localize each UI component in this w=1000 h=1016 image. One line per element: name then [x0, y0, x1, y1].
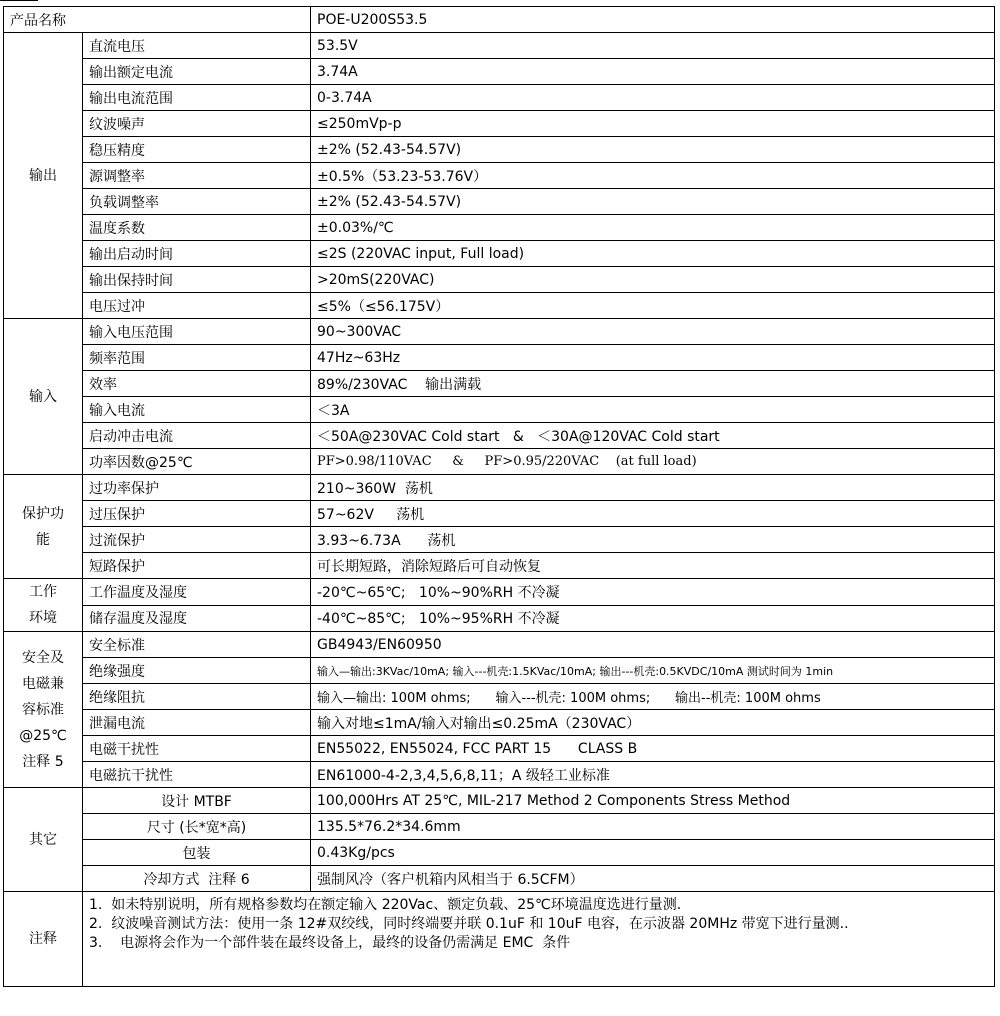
- spec-value: 100,000Hrs AT 25℃, MIL-217 Method 2 Components Stress Method: [311, 788, 995, 814]
- table-row: [4, 632, 995, 658]
- spec-value: -20℃~65℃; 10%~90%RH 不冷凝: [311, 579, 995, 606]
- spec-value: 3.93~6.73A 荡机: [311, 527, 995, 553]
- category-line: @25℃: [19, 727, 67, 744]
- spec-value: 输入—输出: 100M ohms; 输入---机壳: 100M ohms; 输出--机壳: 100M ohms: [311, 684, 995, 710]
- spec-value: 90~300VAC: [311, 319, 995, 345]
- spec-item: 电磁抗干扰性: [83, 762, 311, 788]
- spec-value: -40℃~85℃; 10%~95%RH 不冷凝: [311, 605, 995, 632]
- spec-item: 温度系数: [83, 215, 311, 241]
- table-row: [4, 163, 995, 189]
- spec-value: GB4943/EN60950: [311, 632, 995, 658]
- spec-value: ≤250mVp-p: [311, 111, 995, 137]
- spec-item: 启动冲击电流: [83, 423, 311, 449]
- spec-value: 强制风冷（客户机箱内风相当于 6.5CFM）: [311, 866, 995, 892]
- table-row: [4, 788, 995, 814]
- table-row: [4, 710, 995, 736]
- spec-value: PF>0.98/110VAC & PF>0.95/220VAC (at full load): [311, 449, 995, 475]
- spec-value: 210~360W 荡机: [311, 475, 995, 501]
- table-row: [4, 293, 995, 319]
- category-line: 工作: [29, 584, 57, 600]
- category-input: 输入: [4, 319, 83, 475]
- spec-value: ±0.03%/℃: [311, 215, 995, 241]
- category-output: 输出: [4, 33, 83, 319]
- spec-value: 135.5*76.2*34.6mm: [311, 814, 995, 840]
- spec-value: 输入—输出:3KVac/10mA; 输入---机壳:1.5KVac/10mA; 输出---机壳:0.5KVDC/10mA 测试时间为 1min: [311, 658, 995, 684]
- table-row: [4, 423, 995, 449]
- table-row: [4, 267, 995, 293]
- spec-item: 泄漏电流: [83, 710, 311, 736]
- table-row: [4, 684, 995, 710]
- table-row: [4, 59, 995, 85]
- spec-item: 纹波噪声: [83, 111, 311, 137]
- category-line: 安全及: [22, 649, 64, 666]
- product-value: POE-U200S53.5: [311, 7, 995, 33]
- category-safety: [4, 632, 83, 788]
- table-row: [4, 189, 995, 215]
- spec-value: 0-3.74A: [311, 85, 995, 111]
- spec-value: 3.74A: [311, 59, 995, 85]
- table-row: [4, 527, 995, 553]
- spec-item: 直流电压: [83, 33, 311, 59]
- table-row: [4, 215, 995, 241]
- spec-table: [3, 6, 995, 987]
- spec-item: 设计 MTBF: [83, 788, 311, 814]
- table-row: [4, 85, 995, 111]
- spec-item: 过流保护: [83, 527, 311, 553]
- table-row: [4, 736, 995, 762]
- spec-item: 短路保护: [83, 553, 311, 579]
- spec-value: 47Hz~63Hz: [311, 345, 995, 371]
- spec-item: 过功率保护: [83, 475, 311, 501]
- spec-value: ±0.5%（53.23-53.76V）: [311, 163, 995, 189]
- spec-value: 可长期短路，消除短路后可自动恢复: [311, 553, 995, 579]
- table-row: [4, 345, 995, 371]
- category-notes: 注释: [4, 892, 83, 987]
- category-line: 电磁兼: [22, 675, 64, 692]
- spec-value: EN61000-4-2,3,4,5,6,8,11；A 级轻工业标准: [311, 762, 995, 788]
- note-line: 2. 纹波噪音测试方法：使用一条 12#双绞线，同时终端要并联 0.1uF 和 10uF 电容，在示波器 20MHz 带宽下进行量测..: [89, 916, 849, 932]
- note-line: 1. 如未特别说明，所有规格参数均在额定输入 220Vac、额定负载、25℃环境温度选进行量测.: [89, 897, 682, 913]
- spec-item: 功率因数@25℃: [83, 449, 311, 475]
- notes-body: [83, 892, 995, 987]
- spec-value: ≤5%（≤56.175V）: [311, 293, 995, 319]
- product-row: [4, 7, 995, 33]
- table-row: [4, 397, 995, 423]
- spec-item: 稳压精度: [83, 137, 311, 163]
- category-other: 其它: [4, 788, 83, 892]
- spec-value: 57~62V 荡机: [311, 501, 995, 527]
- table-row: [4, 866, 995, 892]
- spec-item: 冷却方式 注释 6: [83, 866, 311, 892]
- spec-value: 53.5V: [311, 33, 995, 59]
- spec-item: 输出启动时间: [83, 241, 311, 267]
- spec-item: 绝缘阻抗: [83, 684, 311, 710]
- spec-item: 输出保持时间: [83, 267, 311, 293]
- spec-value: ＜3A: [311, 397, 995, 423]
- spec-value: ±2% (52.43-54.57V): [311, 189, 995, 215]
- spec-item: 源调整率: [83, 163, 311, 189]
- table-row: [4, 319, 995, 345]
- spec-item: 储存温度及湿度: [83, 605, 311, 632]
- spec-value: ±2% (52.43-54.57V): [311, 137, 995, 163]
- table-row: [4, 840, 995, 866]
- notes-row: [4, 892, 995, 987]
- spec-item: 输出电流范围: [83, 85, 311, 111]
- spec-item: 频率范围: [83, 345, 311, 371]
- category-line: 容标准: [22, 701, 64, 718]
- top-rule: [0, 0, 38, 1]
- category-line: 保护功: [22, 505, 64, 522]
- spec-item: 绝缘强度: [83, 658, 311, 684]
- table-row: [4, 762, 995, 788]
- product-label: 产品名称: [4, 7, 311, 33]
- spec-item: 工作温度及湿度: [83, 579, 311, 606]
- spec-item: 电压过冲: [83, 293, 311, 319]
- table-row: [4, 814, 995, 840]
- spec-item: 输出额定电流: [83, 59, 311, 85]
- spec-item: 过压保护: [83, 501, 311, 527]
- table-row: [4, 33, 995, 59]
- spec-item: 效率: [83, 371, 311, 397]
- table-row: [4, 605, 995, 632]
- spec-item: 尺寸 (长*宽*高): [83, 814, 311, 840]
- category-environment: [4, 579, 83, 632]
- category-line: 能: [36, 531, 50, 548]
- note-line: 3. 电源将会作为一个部件装在最终设备上，最终的设备仍需满足 EMC 条件: [89, 935, 571, 951]
- table-row: [4, 371, 995, 397]
- table-row: [4, 553, 995, 579]
- table-row: [4, 111, 995, 137]
- table-row: [4, 501, 995, 527]
- spec-value: 输入对地≤1mA/输入对输出≤0.25mA（230VAC）: [311, 710, 995, 736]
- spec-item: 输入电流: [83, 397, 311, 423]
- spec-item: 输入电压范围: [83, 319, 311, 345]
- table-row: [4, 579, 995, 606]
- table-row: [4, 658, 995, 684]
- category-line: 环境: [29, 610, 57, 626]
- spec-value: 0.43Kg/pcs: [311, 840, 995, 866]
- table-row: [4, 241, 995, 267]
- table-row: [4, 475, 995, 501]
- spec-item: 电磁干扰性: [83, 736, 311, 762]
- category-line: 注释 5: [22, 753, 64, 770]
- table-row: [4, 137, 995, 163]
- spec-value: ＜50A@230VAC Cold start & ＜30A@120VAC Cold start: [311, 423, 995, 449]
- spec-item: 负载调整率: [83, 189, 311, 215]
- table-row: [4, 449, 995, 475]
- spec-value: EN55022, EN55024, FCC PART 15 CLASS B: [311, 736, 995, 762]
- category-protection: [4, 475, 83, 579]
- spec-value: 89%/230VAC 输出满载: [311, 371, 995, 397]
- spec-value: ≤2S (220VAC input, Full load): [311, 241, 995, 267]
- spec-item: 安全标准: [83, 632, 311, 658]
- spec-item: 包装: [83, 840, 311, 866]
- spec-value: >20mS(220VAC): [311, 267, 995, 293]
